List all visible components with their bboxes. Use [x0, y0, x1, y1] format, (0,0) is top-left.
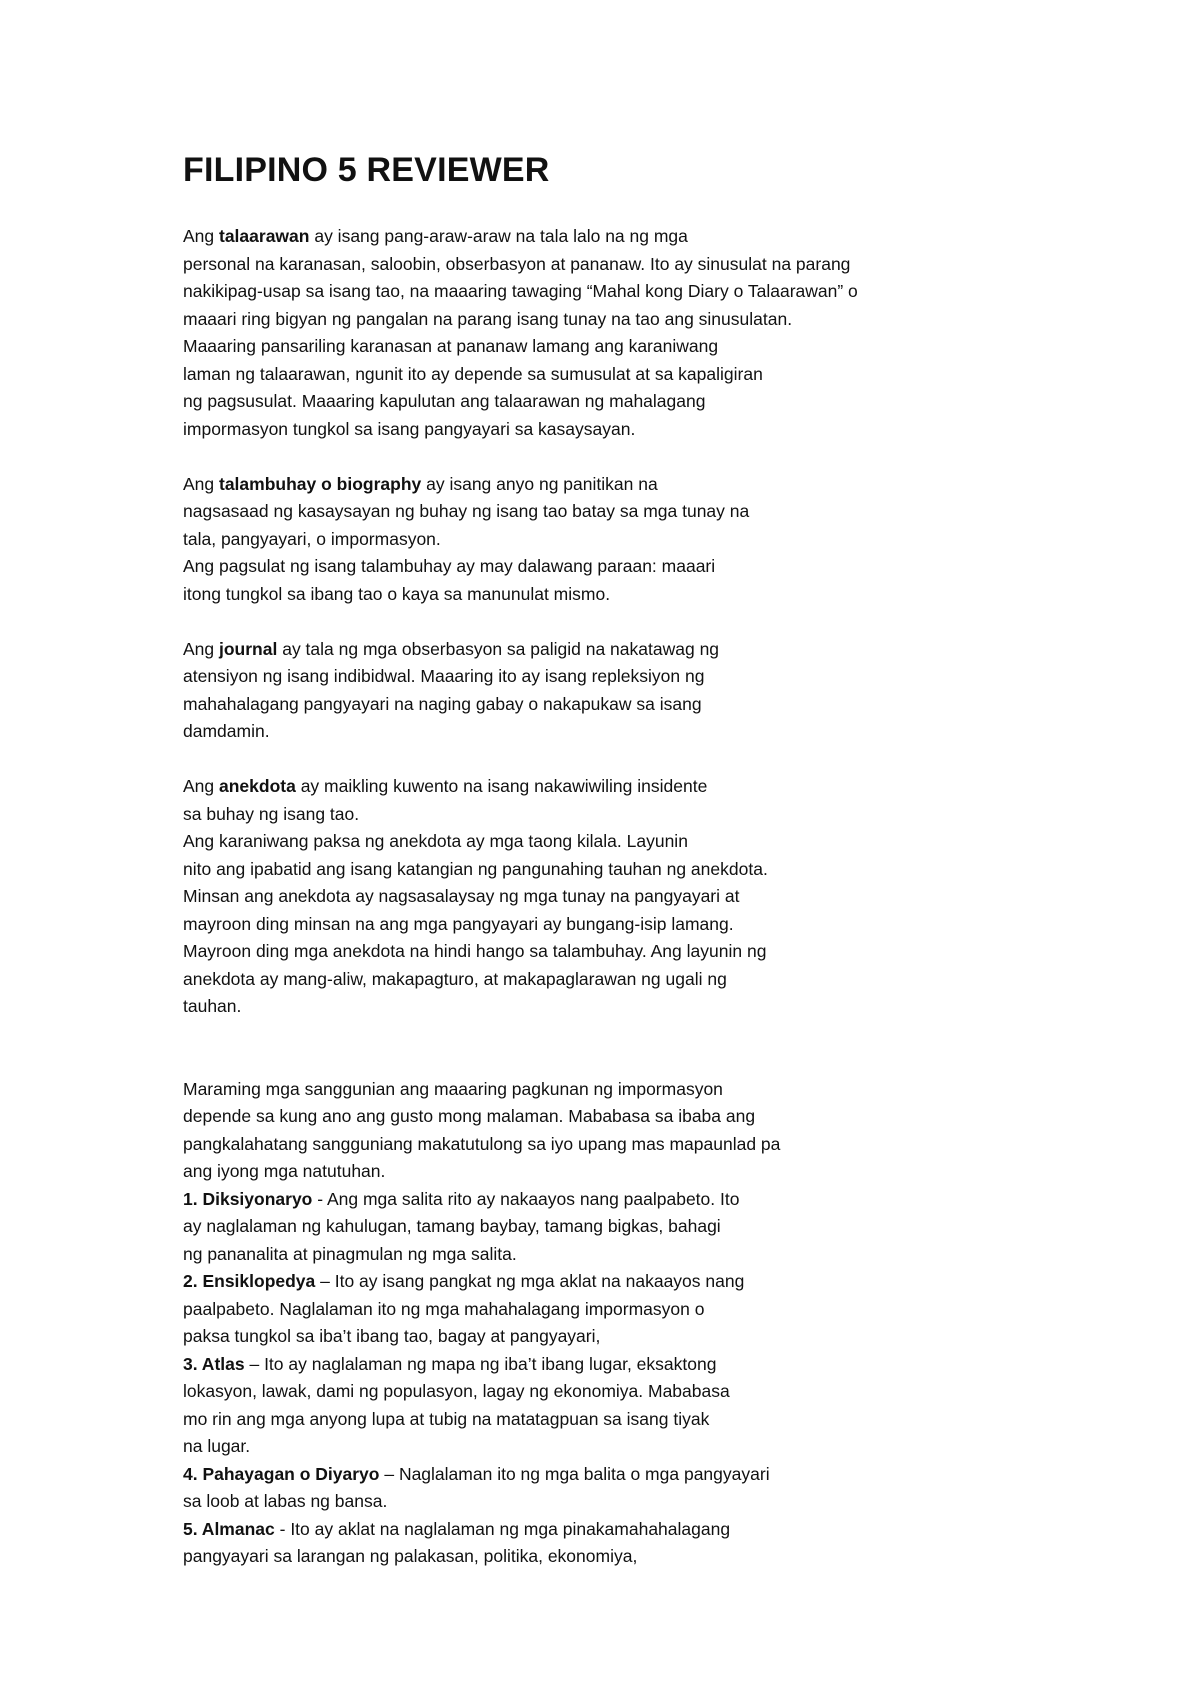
text-line: Ang pagsulat ng isang talambuhay ay may dalawang paraan: maaari — [183, 556, 716, 576]
paragraph-gap — [183, 608, 1023, 636]
paragraph-gap — [183, 1021, 1023, 1076]
document-title: FILIPINO 5 REVIEWER — [183, 151, 550, 189]
text-line: depende sa kung ano ang gusto mong malaman. Mababasa sa ibaba ang — [183, 1106, 756, 1126]
text-line: ang iyong mga natutuhan. — [183, 1161, 386, 1181]
text-line: laman ng talaarawan, ngunit ito ay depende sa sumusulat at sa kapaligiran — [183, 363, 763, 384]
text-line: paalpabeto. Naglalaman ito ng mga mahahalagang impormasyon o — [183, 1298, 705, 1319]
text-line: mo rin ang mga anyong lupa at tubig na matatagpuan sa isang tiyak — [183, 1408, 710, 1429]
text-line: Maaaring pansariling karanasan at pananaw lamang ang karaniwang — [183, 336, 719, 356]
text-line: ay naglalaman ng kahulugan, tamang baybay, tamang bigkas, bahagi — [183, 1216, 721, 1236]
term-journal: journal — [219, 638, 278, 659]
text-line: lokasyon, lawak, dami ng populasyon, lagay ng ekonomiya. Mababasa — [183, 1381, 730, 1401]
text-line: sa buhay ng isang tao. — [183, 803, 360, 824]
text-line: mayroon ding minsan na ang mga pangyayari ay bungang-isip lamang. — [183, 913, 734, 934]
text-line: Ang anekdota ay maikling kuwento na isang nakawiwiling insidente — [183, 776, 708, 796]
term-talambuhay: talambuhay o biography — [219, 473, 422, 494]
paragraph-gap — [183, 746, 1023, 774]
text-line: Ang karaniwang paksa ng anekdota ay mga taong kilala. Layunin — [183, 831, 688, 851]
list-item-pahayagan: 4. Pahayagan o Diyaryo – Naglalaman ito ng mga balita o mga pangyayari — [183, 1463, 770, 1484]
text-line: anekdota ay mang-aliw, makapagturo, at makapaglarawan ng ugali ng — [183, 968, 727, 989]
text-line: tala, pangyayari, o impormasyon. — [183, 528, 441, 549]
text-line: maaari ring bigyan ng pangalan na parang isang tunay na tao ang sinusulatan. — [183, 308, 793, 329]
text-line: mahahalagang pangyayari na naging gabay o nakapukaw sa isang — [183, 693, 702, 714]
paragraph-journal — [183, 636, 1023, 746]
text-line: atensiyon ng isang indibidwal. Maaaring ito ay isang repleksiyon ng — [183, 666, 705, 686]
paragraph-talambuhay — [183, 471, 1023, 609]
text-line: personal na karanasan, saloobin, obserbasyon at pananaw. Ito ay sinusulat na parang — [183, 253, 851, 274]
text-line: nakikipag-usap sa isang tao, na maaaring tawaging “Mahal kong Diary o Talaarawan” o — [183, 281, 858, 301]
text-line: Ang talaarawan ay isang pang-araw-araw na tala lalo na ng mga — [183, 226, 688, 246]
text-line: itong tungkol sa ibang tao o kaya sa manunulat mismo. — [183, 583, 611, 604]
text-line: pangyayari sa larangan ng palakasan, politika, ekonomiya, — [183, 1546, 638, 1566]
list-item-atlas: 3. Atlas – Ito ay naglalaman ng mapa ng iba’t ibang lugar, eksaktong — [183, 1353, 717, 1374]
paragraph-anekdota — [183, 773, 1023, 1021]
paragraph-sanggunian — [183, 1076, 1023, 1571]
text-line: Ang talambuhay o biography ay isang anyo ng panitikan na — [183, 473, 658, 494]
text-line: nagsasaad ng kasaysayan ng buhay ng isang tao batay sa mga tunay na — [183, 501, 750, 521]
term-talaarawan: talaarawan — [219, 226, 310, 246]
text-line: Ang journal ay tala ng mga obserbasyon sa paligid na nakatawag ng — [183, 638, 720, 659]
text-line: nito ang ipabatid ang isang katangian ng pangunahing tauhan ng anekdota. — [183, 858, 768, 879]
paragraph-gap — [183, 443, 1023, 471]
text-line: ng pananalita at pinagmulan ng mga salita. — [183, 1243, 517, 1264]
text-line: ng pagsusulat. Maaaring kapulutan ang talaarawan ng mahalagang — [183, 391, 706, 411]
text-line: Maraming mga sanggunian ang maaaring pagkunan ng impormasyon — [183, 1078, 723, 1099]
list-item-almanac: 5. Almanac - Ito ay aklat na naglalaman ng mga pinakamahahalagang — [183, 1518, 731, 1539]
text-line: damdamin. — [183, 721, 270, 741]
text-line: Minsan ang anekdota ay nagsasalaysay ng mga tunay na pangyayari at — [183, 886, 740, 906]
paragraph-talaarawan — [183, 223, 1023, 443]
list-item-diksiyonaryo: 1. Diksiyonaryo - Ang mga salita rito ay nakaayos nang paalpabeto. Ito — [183, 1188, 740, 1209]
text-line: tauhan. — [183, 996, 242, 1016]
text-line: pangkalahatang sangguniang makatutulong sa iyo upang mas mapaunlad pa — [183, 1133, 781, 1154]
text-line: na lugar. — [183, 1436, 251, 1456]
list-item-ensiklopedya: 2. Ensiklopedya – Ito ay isang pangkat ng mga aklat na nakaayos nang — [183, 1271, 745, 1291]
document-body — [183, 223, 1023, 1571]
text-line: Mayroon ding mga anekdota na hindi hango sa talambuhay. Ang layunin ng — [183, 941, 767, 961]
term-anekdota: anekdota — [219, 776, 296, 796]
text-line: sa loob at labas ng bansa. — [183, 1491, 388, 1511]
text-line: impormasyon tungkol sa isang pangyayari sa kasaysayan. — [183, 418, 636, 439]
text-line: paksa tungkol sa iba’t ibang tao, bagay at pangyayari, — [183, 1326, 601, 1346]
